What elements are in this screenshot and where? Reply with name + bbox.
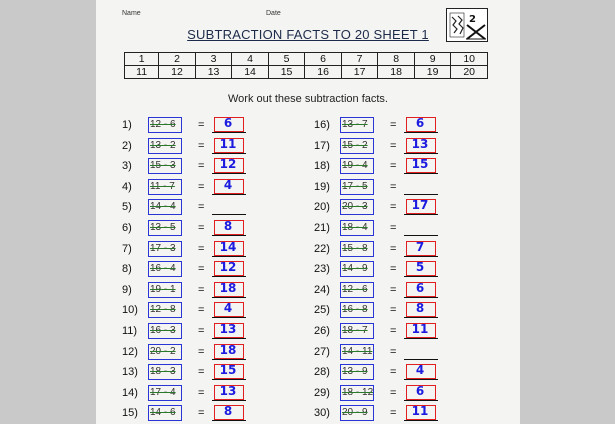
subtraction-expression: 13 - 5	[150, 222, 176, 233]
equals-sign: =	[198, 304, 205, 317]
question-number: 18)	[314, 160, 330, 173]
question-number: 9)	[122, 283, 132, 296]
handwritten-answer: 6	[415, 280, 425, 295]
expression-detection-box	[340, 261, 374, 277]
question-row	[314, 384, 464, 404]
question-row	[122, 260, 272, 280]
subtraction-expression: 12 - 8	[150, 304, 176, 316]
question-row	[314, 404, 464, 424]
question-row	[122, 281, 272, 301]
answer-line	[404, 153, 438, 154]
expression-detection-box	[148, 241, 182, 257]
subtraction-expression: 13 - 9	[342, 366, 368, 378]
number-cell: 3	[195, 53, 232, 66]
question-row	[314, 281, 464, 301]
answer-line	[212, 297, 246, 298]
expression-detection-box	[340, 385, 374, 401]
expression-detection-box	[340, 117, 374, 133]
equals-sign: =	[390, 139, 397, 152]
expression-detection-box	[340, 302, 374, 318]
question-row	[314, 137, 464, 157]
expression-detection-box	[340, 364, 374, 380]
question-number: 14)	[122, 386, 138, 399]
number-cell: 17	[341, 66, 378, 79]
question-row	[314, 219, 464, 239]
subtraction-expression: 20 - 2	[150, 345, 176, 357]
subtraction-expression: 17 - 3	[150, 242, 176, 254]
answer-line	[212, 256, 246, 257]
answer-line	[404, 338, 438, 339]
handwritten-answer: 4	[223, 301, 233, 316]
equals-sign: =	[198, 242, 205, 255]
equals-sign: =	[390, 201, 397, 214]
number-cell: 1	[125, 53, 159, 66]
expression-detection-box	[340, 220, 374, 236]
handwritten-answer: 6	[415, 383, 425, 398]
expression-detection-box	[340, 323, 374, 339]
answer-line	[404, 214, 438, 215]
question-row	[314, 260, 464, 280]
subtraction-expression: 14 - 9	[342, 263, 368, 275]
expression-detection-box	[148, 261, 182, 277]
question-number: 13)	[122, 366, 138, 379]
number-cell: 5	[268, 53, 305, 66]
equals-sign: =	[390, 366, 397, 379]
question-number: 25)	[314, 304, 330, 317]
equals-sign: =	[198, 407, 205, 420]
handwritten-answer: 18	[219, 280, 237, 295]
question-number: 11)	[122, 325, 138, 337]
handwritten-answer: 8	[223, 219, 233, 233]
question-number: 26)	[314, 325, 330, 337]
subtraction-expression: 16 - 3	[150, 325, 176, 336]
expression-detection-box	[148, 323, 182, 339]
subtraction-expression: 18 - 4	[342, 222, 368, 233]
question-number: 15)	[122, 407, 138, 420]
question-number: 27)	[314, 345, 330, 358]
handwritten-answer: 17	[411, 198, 429, 213]
number-line-table	[124, 52, 488, 79]
expression-detection-box	[148, 282, 182, 298]
equals-sign: =	[198, 325, 205, 337]
question-number: 17)	[314, 139, 330, 152]
number-cell: 11	[125, 66, 159, 79]
question-number: 19)	[314, 180, 330, 193]
number-cell: 18	[378, 66, 415, 79]
handwritten-answer: 11	[411, 404, 429, 419]
question-row	[122, 301, 272, 321]
handwritten-answer: 5	[415, 260, 425, 275]
subtraction-expression: 20 - 9	[342, 407, 368, 419]
answer-line	[404, 132, 438, 133]
question-row	[122, 322, 272, 342]
answer-line	[404, 317, 438, 318]
expression-detection-box	[148, 364, 182, 380]
expression-detection-box	[340, 179, 374, 195]
question-number: 20)	[314, 201, 330, 214]
answer-line	[212, 194, 246, 195]
worksheet-title: SUBTRACTION FACTS TO 20 SHEET 1	[187, 27, 429, 42]
answer-line	[404, 420, 438, 421]
question-row	[314, 198, 464, 218]
subtraction-expression: 12 - 6	[342, 283, 368, 295]
question-number: 6)	[122, 222, 132, 234]
equals-sign: =	[390, 263, 397, 276]
question-number: 2)	[122, 139, 132, 152]
expression-detection-box	[148, 138, 182, 154]
subtraction-expression: 17 - 4	[150, 386, 176, 398]
equals-sign: =	[390, 242, 397, 255]
equals-sign: =	[390, 283, 397, 296]
handwritten-answer: 8	[415, 301, 425, 316]
equals-sign: =	[390, 222, 397, 234]
expression-detection-box	[148, 302, 182, 318]
subtraction-expression: 18 - 12	[342, 386, 374, 398]
logo-number: 2	[469, 14, 476, 25]
expression-detection-box	[148, 117, 182, 133]
number-cell: 19	[414, 66, 451, 79]
answer-line	[212, 400, 246, 401]
question-number: 4)	[122, 180, 132, 193]
equals-sign: =	[198, 160, 205, 173]
answer-line	[212, 317, 246, 318]
expression-detection-box	[340, 199, 374, 215]
number-cell: 10	[451, 53, 488, 66]
question-row	[314, 157, 464, 177]
subtraction-expression: 14 - 6	[150, 407, 176, 419]
equals-sign: =	[390, 119, 397, 131]
handwritten-answer: 8	[223, 404, 233, 419]
question-number: 24)	[314, 283, 330, 296]
question-number: 7)	[122, 242, 132, 255]
question-row	[122, 404, 272, 424]
question-row	[122, 116, 272, 136]
expression-detection-box	[148, 158, 182, 174]
equals-sign: =	[198, 366, 205, 379]
subtraction-expression: 17 - 5	[342, 180, 368, 192]
subtraction-expression: 12 - 6	[150, 119, 176, 130]
equals-sign: =	[198, 386, 205, 399]
answer-line	[404, 256, 438, 257]
equals-sign: =	[198, 139, 205, 152]
number-cell: 14	[232, 66, 269, 79]
subtraction-expression: 11 - 7	[150, 180, 175, 192]
question-row	[314, 116, 464, 136]
equals-sign: =	[198, 263, 205, 276]
question-row	[314, 178, 464, 198]
answer-line	[212, 132, 246, 133]
number-cell: 8	[378, 53, 415, 66]
question-number: 29)	[314, 386, 330, 399]
question-number: 30)	[314, 407, 330, 420]
expression-detection-box	[148, 199, 182, 215]
subtraction-expression: 15 - 8	[342, 242, 368, 254]
handwritten-answer: 6	[223, 116, 233, 130]
handwritten-answer: 13	[219, 322, 237, 336]
answer-line	[212, 235, 246, 236]
subtraction-expression: 18 - 7	[342, 325, 368, 336]
subtraction-expression: 20 - 3	[342, 201, 368, 213]
question-row	[314, 322, 464, 342]
handwritten-answer: 15	[219, 363, 237, 378]
handwritten-answer: 11	[411, 322, 429, 336]
answer-line	[404, 235, 438, 236]
answer-line	[212, 420, 246, 421]
handwritten-answer: 12	[219, 260, 237, 275]
expression-detection-box	[148, 220, 182, 236]
question-number: 28)	[314, 366, 330, 379]
subtraction-expression: 15 - 2	[342, 139, 368, 151]
answer-line	[404, 173, 438, 174]
equals-sign: =	[390, 304, 397, 317]
answer-line	[212, 214, 246, 215]
question-row	[122, 137, 272, 157]
handwritten-answer: 15	[411, 157, 429, 172]
expression-detection-box	[148, 385, 182, 401]
subtraction-expression: 14 - 4	[150, 201, 176, 213]
question-row	[314, 301, 464, 321]
question-row	[122, 198, 272, 218]
answer-line	[212, 153, 246, 154]
question-row	[122, 363, 272, 383]
number-cell: 16	[305, 66, 342, 79]
expression-detection-box	[340, 344, 374, 360]
number-cell: 15	[268, 66, 305, 79]
subtraction-expression: 18 - 3	[150, 366, 176, 378]
subtraction-expression: 19 - 4	[342, 160, 368, 172]
equals-sign: =	[198, 345, 205, 358]
handwritten-answer: 14	[219, 239, 237, 254]
question-row	[314, 343, 464, 363]
question-number: 5)	[122, 201, 132, 214]
answer-line	[404, 359, 438, 360]
number-cell: 13	[195, 66, 232, 79]
handwritten-answer: 11	[219, 136, 237, 151]
question-row	[122, 178, 272, 198]
number-cell: 6	[305, 53, 342, 66]
subtraction-expression: 16 - 4	[150, 263, 176, 275]
equals-sign: =	[198, 180, 205, 193]
answer-line	[404, 194, 438, 195]
expression-detection-box	[340, 138, 374, 154]
question-row	[122, 219, 272, 239]
answer-line	[404, 276, 438, 277]
subtraction-expression: 13 - 2	[150, 139, 176, 151]
equals-sign: =	[390, 345, 397, 358]
number-cell: 12	[159, 66, 196, 79]
equals-sign: =	[198, 201, 205, 214]
handwritten-answer: 13	[219, 383, 237, 398]
answer-line	[212, 338, 246, 339]
handwritten-answer: 12	[219, 157, 237, 172]
number-cell: 20	[451, 66, 488, 79]
expression-detection-box	[148, 344, 182, 360]
worksheet-page	[96, 0, 520, 424]
number-cell: 7	[341, 53, 378, 66]
question-number: 21)	[314, 222, 330, 234]
subtraction-expression: 15 - 3	[150, 160, 176, 172]
equals-sign: =	[198, 222, 205, 234]
equals-sign: =	[390, 386, 397, 399]
equals-sign: =	[390, 180, 397, 193]
question-number: 23)	[314, 263, 330, 276]
question-row	[122, 240, 272, 260]
question-number: 1)	[122, 119, 132, 131]
equals-sign: =	[390, 160, 397, 173]
subtraction-expression: 14 - 11	[342, 345, 373, 357]
question-row	[122, 384, 272, 404]
number-cell: 2	[159, 53, 196, 66]
answer-line	[404, 400, 438, 401]
question-number: 8)	[122, 263, 132, 276]
question-number: 3)	[122, 160, 132, 173]
question-number: 22)	[314, 242, 330, 255]
expression-detection-box	[340, 405, 374, 421]
question-number: 12)	[122, 345, 138, 358]
question-number: 16)	[314, 119, 330, 131]
expression-detection-box	[148, 405, 182, 421]
question-row	[122, 157, 272, 177]
question-row	[122, 343, 272, 363]
equals-sign: =	[198, 283, 205, 296]
date-label: Date	[266, 10, 281, 17]
equals-sign: =	[198, 119, 205, 131]
handwritten-answer: 4	[415, 363, 425, 378]
name-label: Name	[122, 10, 141, 17]
question-row	[314, 240, 464, 260]
subtraction-expression: 19 - 1	[150, 283, 176, 295]
handwritten-answer: 13	[411, 136, 429, 151]
question-number: 10)	[122, 304, 138, 317]
handwritten-answer: 7	[415, 239, 425, 254]
handwritten-answer: 6	[415, 116, 425, 130]
subtraction-expression: 16 - 8	[342, 304, 368, 316]
handwritten-answer: 18	[219, 342, 237, 357]
equals-sign: =	[390, 325, 397, 337]
question-row	[314, 363, 464, 383]
answer-line	[404, 379, 438, 380]
answer-line	[212, 359, 246, 360]
answer-line	[212, 379, 246, 380]
number-cell: 4	[232, 53, 269, 66]
expression-detection-box	[340, 282, 374, 298]
instruction-text: Work out these subtraction facts.	[228, 93, 388, 105]
answer-line	[212, 276, 246, 277]
equals-sign: =	[390, 407, 397, 420]
answer-line	[212, 173, 246, 174]
subtraction-expression: 13 - 7	[342, 119, 368, 130]
answer-line	[404, 297, 438, 298]
expression-detection-box	[340, 241, 374, 257]
handwritten-answer: 4	[223, 177, 233, 192]
expression-detection-box	[340, 158, 374, 174]
number-cell: 9	[414, 53, 451, 66]
expression-detection-box	[148, 179, 182, 195]
